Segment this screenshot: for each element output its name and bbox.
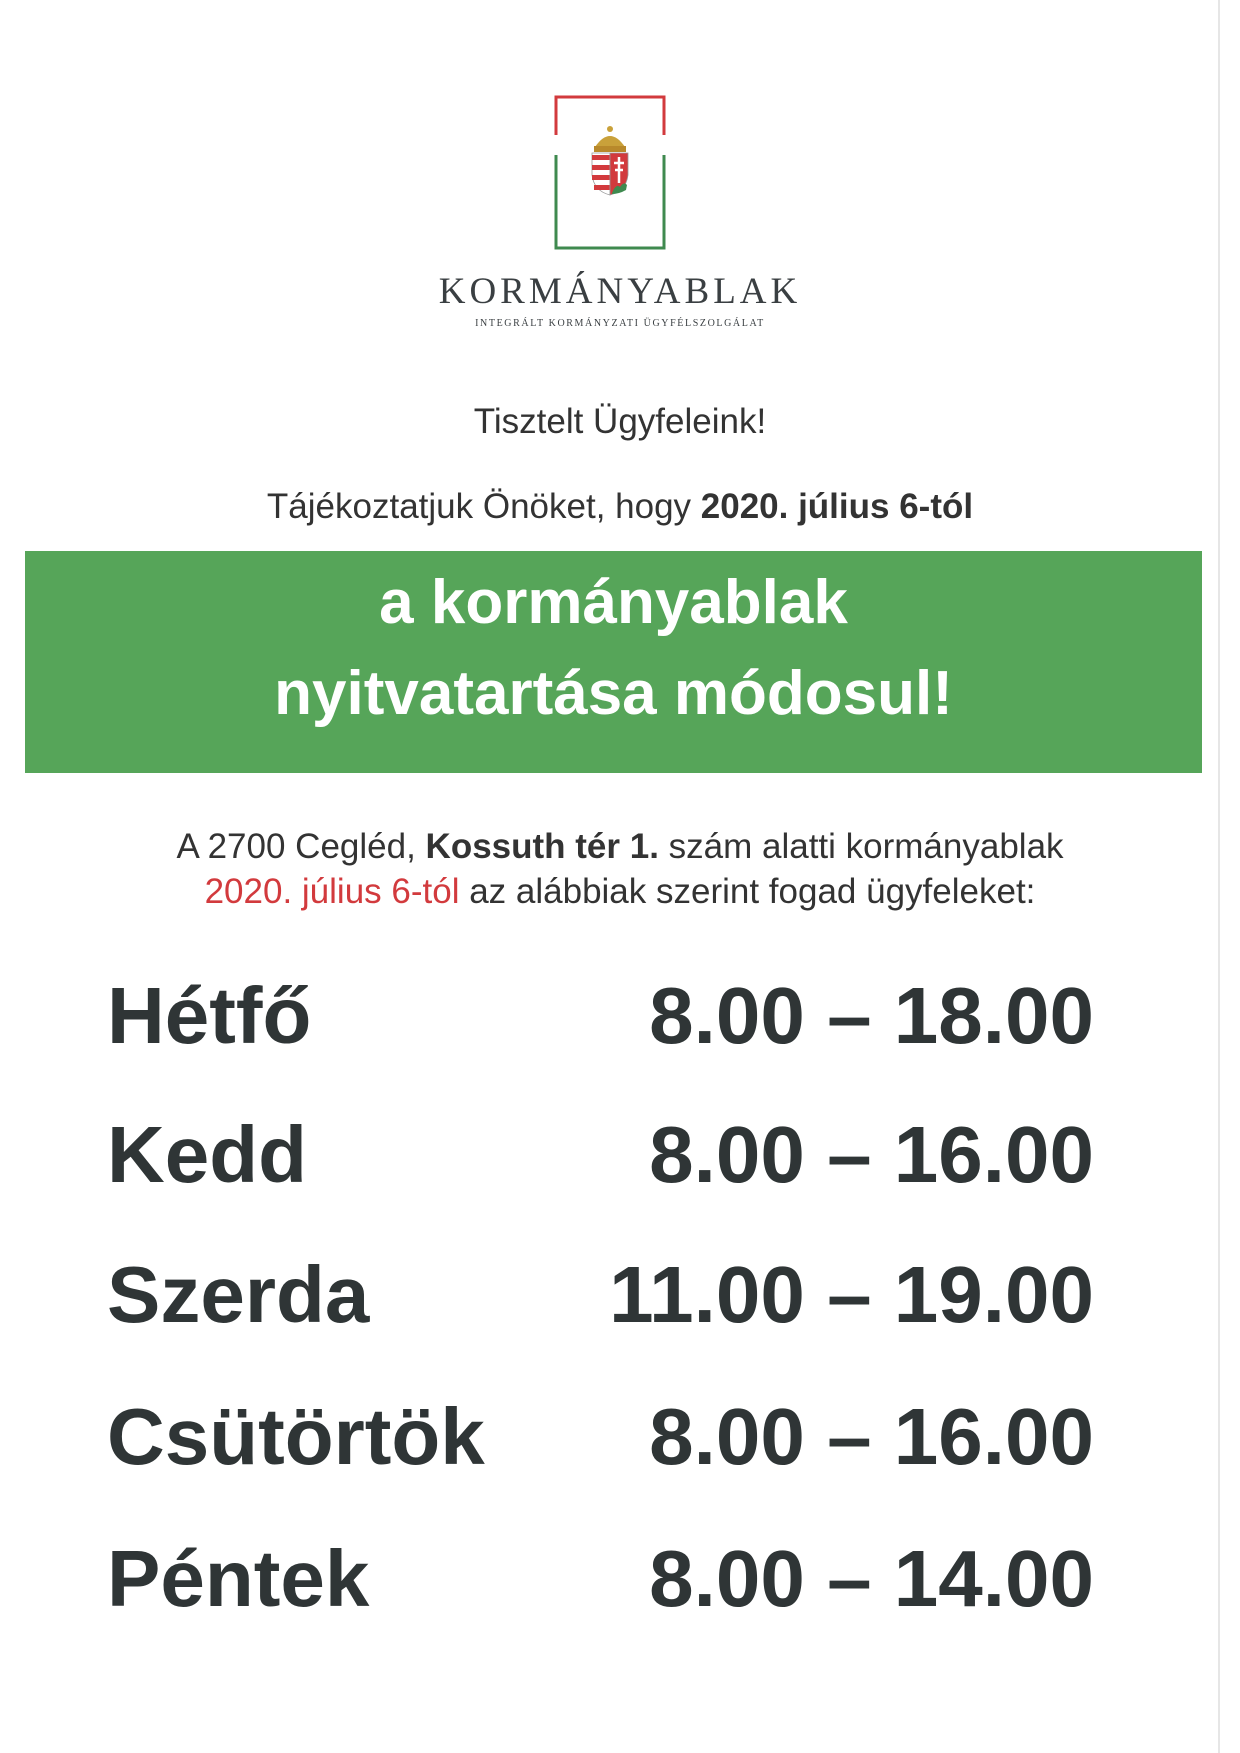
address-street: Kossuth tér 1. — [425, 827, 659, 866]
intro-date: 2020. július 6-tól — [700, 487, 974, 526]
schedule-hours: 8.00 – 16.00 — [649, 1110, 1094, 1199]
brand-subtitle: INTEGRÁLT KORMÁNYZATI ÜGYFÉLSZOLGÁLAT — [475, 318, 765, 329]
schedule-row — [0, 966, 1240, 1066]
schedule-day: Csütörtök — [107, 1392, 485, 1481]
schedule-day: Péntek — [107, 1534, 370, 1623]
hungarian-coat-of-arms-icon — [592, 126, 628, 195]
announcement-banner — [25, 551, 1202, 773]
address-suffix: szám alatti kormányablak — [658, 827, 1064, 866]
schedule-row — [0, 1105, 1240, 1205]
kormanyablak-logo — [554, 95, 666, 250]
brand-name: KORMÁNYABLAK — [438, 271, 802, 312]
effective-date: 2020. július 6-tól — [204, 872, 460, 911]
address-prefix: A 2700 Cegléd, — [176, 827, 426, 866]
address-line-2 — [0, 872, 1240, 912]
schedule-day: Szerda — [107, 1250, 370, 1339]
greeting: Tisztelt Ügyfeleink! — [473, 402, 767, 441]
schedule-hours: 11.00 – 19.00 — [609, 1250, 1094, 1339]
address-line-2-rest: az alábbiak szerint fogad ügyfeleket: — [459, 872, 1036, 911]
address-line-1 — [0, 827, 1240, 867]
schedule-hours: 8.00 – 14.00 — [649, 1534, 1094, 1623]
banner-line-1: a kormányablak — [379, 568, 848, 637]
schedule-hours: 8.00 – 16.00 — [649, 1392, 1094, 1481]
schedule-row — [0, 1529, 1240, 1629]
intro-text — [0, 487, 1240, 527]
schedule-day: Hétfő — [107, 971, 312, 1060]
schedule-row — [0, 1387, 1240, 1487]
schedule-hours: 8.00 – 18.00 — [649, 971, 1094, 1060]
intro-text-plain: Tájékoztatjuk Önöket, hogy — [266, 487, 701, 526]
schedule-day: Kedd — [107, 1110, 307, 1199]
banner-line-2: nyitvatartása módosul! — [274, 659, 953, 728]
schedule-row — [0, 1245, 1240, 1345]
